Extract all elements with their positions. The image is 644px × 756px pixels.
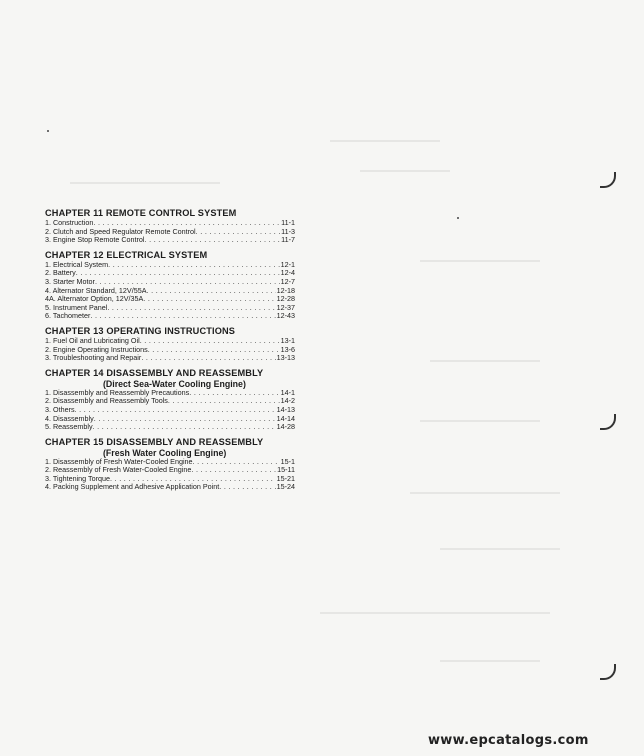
toc-entry-label: 5. Instrument Panel <box>45 302 108 312</box>
dot-leader <box>76 269 280 278</box>
dot-leader <box>147 287 276 296</box>
toc-entry-page: 11-7 <box>281 235 295 245</box>
bleed-through-line <box>420 420 540 422</box>
chapter-section <box>45 250 295 321</box>
toc-entry-label: 6. Tachometer <box>45 311 91 321</box>
toc-entry-page: 12-18 <box>276 285 295 295</box>
toc-entry-page: 13-13 <box>276 353 295 363</box>
table-of-contents <box>45 208 295 497</box>
toc-entry-label: 2. Engine Operating Instructions <box>45 344 148 354</box>
toc-entry-label: 4. Disassembly <box>45 413 94 423</box>
chapter-section <box>45 208 295 245</box>
toc-entry-label: 3. Starter Motor <box>45 276 95 286</box>
toc-entry-label: 2. Clutch and Speed Regulator Remote Control <box>45 226 196 236</box>
dot-leader <box>219 483 275 492</box>
toc-entry-page: 13-1 <box>280 335 295 345</box>
toc-entry-label: 2. Disassembly and Reassembly Tools <box>45 396 168 406</box>
bleed-through-line <box>440 548 560 550</box>
toc-entry-page: 15-24 <box>276 482 295 492</box>
chapter-section <box>45 326 295 363</box>
toc-entry-page: 15-21 <box>276 473 295 483</box>
chapter-title: CHAPTER 14 DISASSEMBLY AND REASSEMBLY <box>45 367 264 378</box>
toc-entry-page: 14-28 <box>276 422 295 432</box>
dot-leader <box>193 458 280 467</box>
toc-entry-label: 1. Disassembly of Fresh Water-Cooled Engine <box>45 456 193 466</box>
chapter-title: CHAPTER 15 DISASSEMBLY AND REASSEMBLY <box>45 436 264 447</box>
dot-leader <box>140 337 280 346</box>
toc-entry-label: 4. Alternator Standard, 12V/55A <box>45 285 147 295</box>
toc-entry-label: 2. Reassembly of Fresh Water-Cooled Engine <box>45 465 192 475</box>
toc-entry-label: 3. Troubleshooting and Repair <box>45 353 142 363</box>
toc-entry-label: 3. Engine Stop Remote Control <box>45 235 145 245</box>
chapter-subtitle: (Fresh Water Cooling Engine) <box>103 447 227 458</box>
toc-entry-label: 3. Others <box>45 404 75 414</box>
bleed-through-line <box>430 360 540 362</box>
toc-entry-label: 1. Fuel Oil and Lubricating Oil <box>45 335 140 345</box>
toc-entry-page: 14-2 <box>280 396 295 406</box>
bleed-through-line <box>360 170 450 172</box>
toc-entry <box>45 312 295 321</box>
dot-leader <box>196 228 281 237</box>
chapter-title: CHAPTER 12 ELECTRICAL SYSTEM <box>45 249 208 260</box>
dot-leader <box>145 236 281 245</box>
dot-leader <box>107 304 275 313</box>
toc-entry-label: 3. Tightening Torque <box>45 473 111 483</box>
chapter-section <box>45 437 295 492</box>
bleed-through-line <box>410 492 560 494</box>
binder-ring-mark <box>600 664 616 680</box>
toc-entry-label: 5. Reassembly <box>45 422 93 432</box>
dot-leader <box>143 295 275 304</box>
toc-entry-page: 11-3 <box>281 226 295 236</box>
toc-entry-label: 4. Packing Supplement and Adhesive Application Point <box>45 482 220 492</box>
toc-entry-label: 4A. Alternator Option, 12V/35A <box>45 294 144 304</box>
toc-entry-page: 14-13 <box>276 404 295 414</box>
chapter-title: CHAPTER 11 REMOTE CONTROL SYSTEM <box>45 208 237 218</box>
chapter-subtitle: (Direct Sea-Water Cooling Engine) <box>103 378 246 389</box>
bleed-through-line <box>320 612 550 614</box>
toc-entry-page: 12-37 <box>276 302 295 312</box>
dot-leader <box>75 406 276 415</box>
toc-entry-label: 1. Construction <box>45 218 94 227</box>
toc-entry-page: 12-43 <box>276 311 295 321</box>
toc-entry-page: 11-1 <box>281 218 295 227</box>
dot-leader <box>94 415 276 424</box>
chapter-section <box>45 368 295 432</box>
binder-ring-mark <box>600 172 616 188</box>
dot-leader <box>93 423 276 432</box>
dot-leader <box>168 397 280 406</box>
bleed-through-line <box>330 140 440 142</box>
dot-leader <box>141 354 275 363</box>
toc-entry-page: 14-1 <box>280 387 295 397</box>
toc-entry-label: 2. Battery <box>45 268 76 278</box>
toc-entry-label: 1. Electrical System <box>45 259 109 269</box>
toc-entry-page: 15-11 <box>277 465 295 475</box>
toc-entry-label: 1. Disassembly and Reassembly Precautions <box>45 387 190 397</box>
scan-speck <box>457 217 459 219</box>
toc-entry-page: 12-7 <box>280 276 295 286</box>
bleed-through-line <box>420 260 540 262</box>
bleed-through-line <box>70 182 220 184</box>
watermark: www.epcatalogs.com <box>428 733 589 748</box>
dot-leader <box>90 312 275 321</box>
toc-entry-page: 12-4 <box>280 268 295 278</box>
toc-entry-page: 12-1 <box>280 259 295 269</box>
toc-entry-page: 15-1 <box>280 456 295 466</box>
dot-leader <box>189 389 279 398</box>
toc-entry <box>45 423 295 432</box>
dot-leader <box>191 466 276 475</box>
toc-entry <box>45 483 295 492</box>
toc-entry <box>45 397 295 406</box>
chapter-title: CHAPTER 13 OPERATING INSTRUCTIONS <box>45 325 236 336</box>
bleed-through-line <box>440 660 540 662</box>
dot-leader <box>148 346 280 355</box>
scan-speck <box>47 130 49 132</box>
toc-entry <box>45 354 295 363</box>
toc-entry-page: 13-6 <box>280 344 295 354</box>
dot-leader <box>108 261 280 270</box>
binder-ring-mark <box>600 414 616 430</box>
toc-entry <box>45 236 295 245</box>
toc-entry-page: 14-14 <box>276 413 295 423</box>
toc-entry <box>45 261 295 270</box>
toc-entry-page: 12-28 <box>276 294 295 304</box>
